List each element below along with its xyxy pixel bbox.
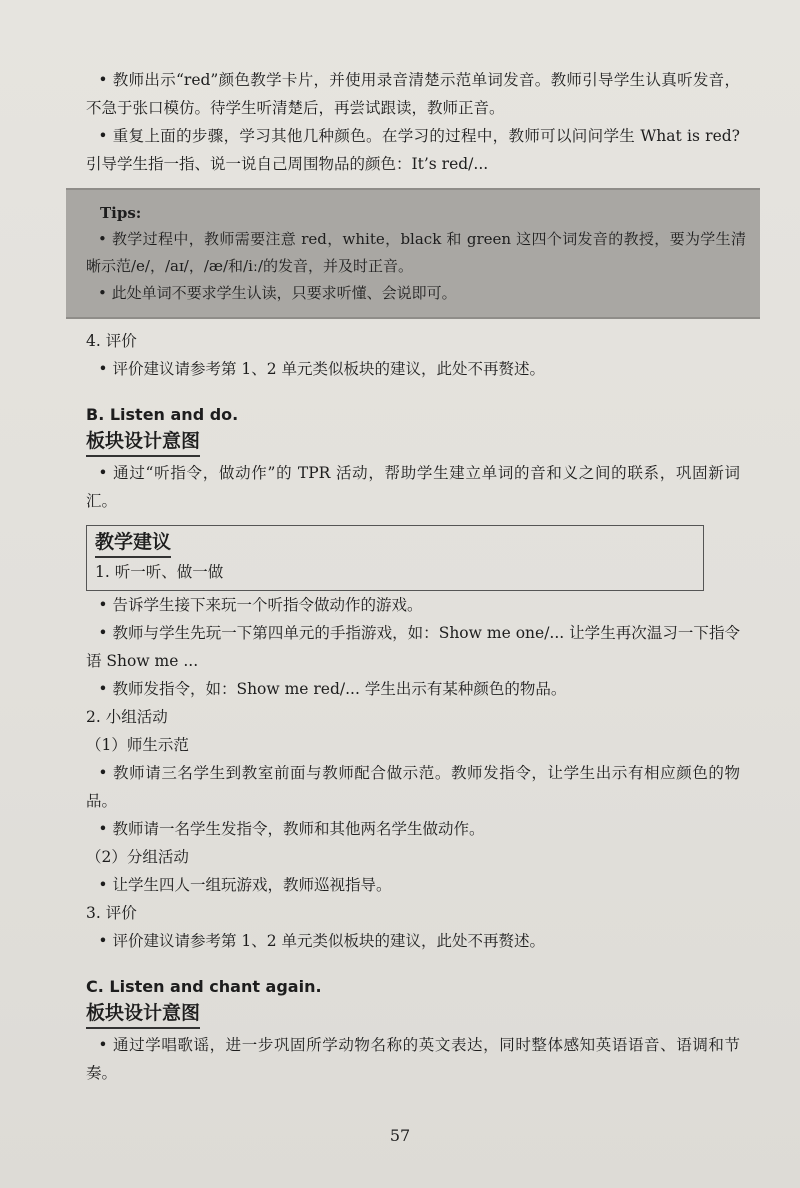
section-c-design-text: • 通过学唱歌谣，进一步巩固所学动物名称的英文表达，同时整体感知英语语音、语调和节奏。 (86, 1036, 740, 1082)
substep-heading: （1）师生示范 (86, 736, 189, 754)
eval-heading: 4. 评价 (86, 332, 137, 350)
page-content (86, 66, 746, 1087)
section-b-design-text: • 通过“听指令，做动作”的 TPR 活动，帮助学生建立单词的音和义之间的联系，巩固新词汇。 (86, 464, 740, 510)
list-item: • 教师请三名学生到教室前面与教师配合做示范。教师发指令，让学生出示有相应颜色的物品。 (86, 764, 740, 810)
list-item: • 告诉学生接下来玩一个听指令做动作的游戏。 (98, 596, 423, 614)
substep-heading: （2）分组活动 (86, 848, 189, 866)
tips-title: Tips: (100, 204, 142, 222)
step-heading: 3. 评价 (86, 904, 137, 922)
tips-item: • 此处单词不要求学生认读，只要求听懂、会说即可。 (98, 284, 457, 302)
eval-text: • 评价建议请参考第 1、2 单元类似板块的建议，此处不再赘述。 (98, 932, 546, 950)
step-heading: 1. 听一听、做一做 (95, 563, 224, 581)
section-c-title: C. Listen and chant again. (86, 977, 322, 996)
list-item: • 让学生四人一组玩游戏，教师巡视指导。 (98, 876, 392, 894)
teaching-advice-box (86, 525, 704, 591)
tips-box (66, 188, 760, 319)
step-heading: 2. 小组活动 (86, 708, 168, 726)
list-item: • 教师发指令，如：Show me red/... 学生出示有某种颜色的物品。 (98, 680, 567, 698)
list-item: • 教师与学生先玩一下第四单元的手指游戏，如：Show me one/... 让学生再次温习一下指令语 Show me ... (86, 624, 740, 670)
eval-text: • 评价建议请参考第 1、2 单元类似板块的建议，此处不再赘述。 (98, 360, 546, 378)
teaching-advice-title: 教学建议 (95, 528, 171, 558)
paragraph-red-card: • 教师出示“red”颜色教学卡片，并使用录音清楚示范单词发音。教师引导学生认真听发音，不急于张口模仿。待学生听清楚后，再尝试跟读，教师正音。 (86, 71, 740, 117)
list-item: • 教师请一名学生发指令，教师和其他两名学生做动作。 (98, 820, 485, 838)
section-b-title: B. Listen and do. (86, 405, 239, 424)
tips-item: • 教学过程中，教师需要注意 red，white，black 和 green 这四个词发音的教授，要为学生清晰示范/e/，/aɪ/，/æ/和/iː/的发音，并及时正音。 (86, 230, 746, 275)
section-b-design-title: 板块设计意图 (86, 427, 200, 457)
page-number: 57 (389, 1126, 411, 1145)
paragraph-repeat-steps: • 重复上面的步骤，学习其他几种颜色。在学习的过程中，教师可以问问学生 What is red? 引导学生指一指、说一说自己周围物品的颜色：It’s red/... (86, 127, 740, 173)
section-c-design-title: 板块设计意图 (86, 999, 200, 1029)
